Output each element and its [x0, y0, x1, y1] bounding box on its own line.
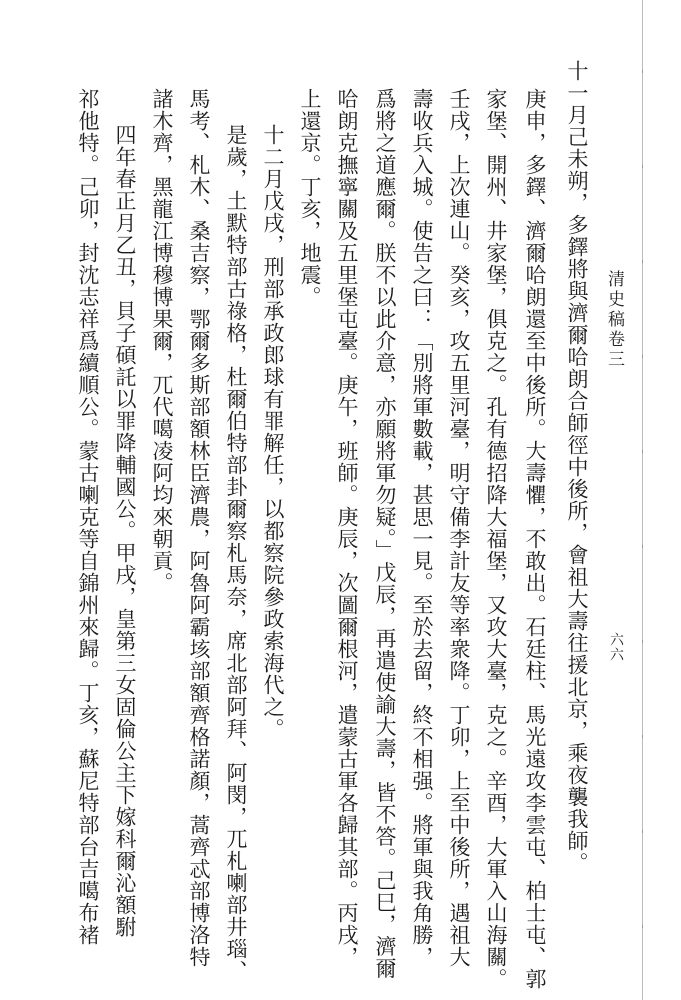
text-column: 家堡、開州、井家堡，俱克之。孔有德招降大福堡，又攻大臺，克之。辛酉，大軍入山海關。 — [484, 88, 508, 990]
frame-tick — [642, 830, 643, 833]
page-number: 六六 — [608, 632, 624, 662]
text-column: 上還京。丁亥，地震。 — [298, 88, 322, 308]
frame-tick — [642, 355, 643, 358]
text-column: 哈朗克撫寧關及五里堡屯臺。庚午，班師。庚辰，次圖爾根河，遣蒙古軍各歸其部。丙戌， — [335, 88, 359, 968]
frame-tick — [642, 70, 643, 73]
text-column: 壬戌，上次連山。癸亥，攻五里河臺，明守備李計友等率衆降。丁卯，上至中後所，遇祖大 — [447, 88, 471, 968]
text-column: 四年春正月乙丑，貝子碩託以罪降輔國公。甲戌，皇第三女固倫公主下嫁科爾沁額駙 — [113, 124, 137, 938]
frame-tick — [642, 735, 643, 738]
text-column: 庚申，多鐸、濟爾哈朗還至中後所。大壽懼，不敢出。石廷柱、馬光遠攻李雲屯、柏士屯、郭 — [523, 88, 547, 990]
frame-tick — [642, 165, 643, 168]
frame-tick — [642, 450, 643, 453]
frame-tick — [642, 925, 643, 928]
text-column: 祁他特。己卯，封沈志祥爲續順公。蒙古喇克等自錦州來歸。丁亥，蘇尼特部台吉噶布褚 — [76, 88, 100, 946]
frame-tick — [642, 260, 643, 263]
text-column: 爲將之道應爾。朕不以此介意，亦願將軍勿疑。」戊辰，再遣使諭大壽，皆不答。己巳，濟爾 — [373, 88, 397, 980]
page-frame-line — [642, 0, 643, 1000]
text-column: 十一月己未朔，多鐸將與濟爾哈朗合師徑中後所，會祖大壽往援北京，乘夜襲我師。 — [565, 60, 589, 874]
frame-tick — [642, 640, 643, 643]
book-title-header: 清史稿卷三 — [604, 270, 624, 370]
text-column: 是歲，土默特部古祿格，杜爾伯特部卦爾察札馬奈，席北部阿拜、阿閔，兀札喇部井瑙、 — [224, 124, 248, 982]
text-column: 諸木齊，黑龍江博穆博果爾，兀代噶凌阿均來朝貢。 — [150, 88, 174, 594]
frame-tick — [642, 545, 643, 548]
text-column: 壽收兵入城。使告之曰：「別將軍數載，甚思一見。至於去留，終不相强。將軍與我角勝， — [410, 88, 434, 968]
text-column: 十二月戊戌，刑部承政郎球有罪解任，以都察院參政索海代之。 — [261, 124, 285, 740]
text-column: 馬考、札木、桑吉察，鄂爾多斯部額林臣濟農，阿魯阿霸垓部額齊格諾顏，蒿齊忒部博洛特 — [187, 88, 211, 968]
